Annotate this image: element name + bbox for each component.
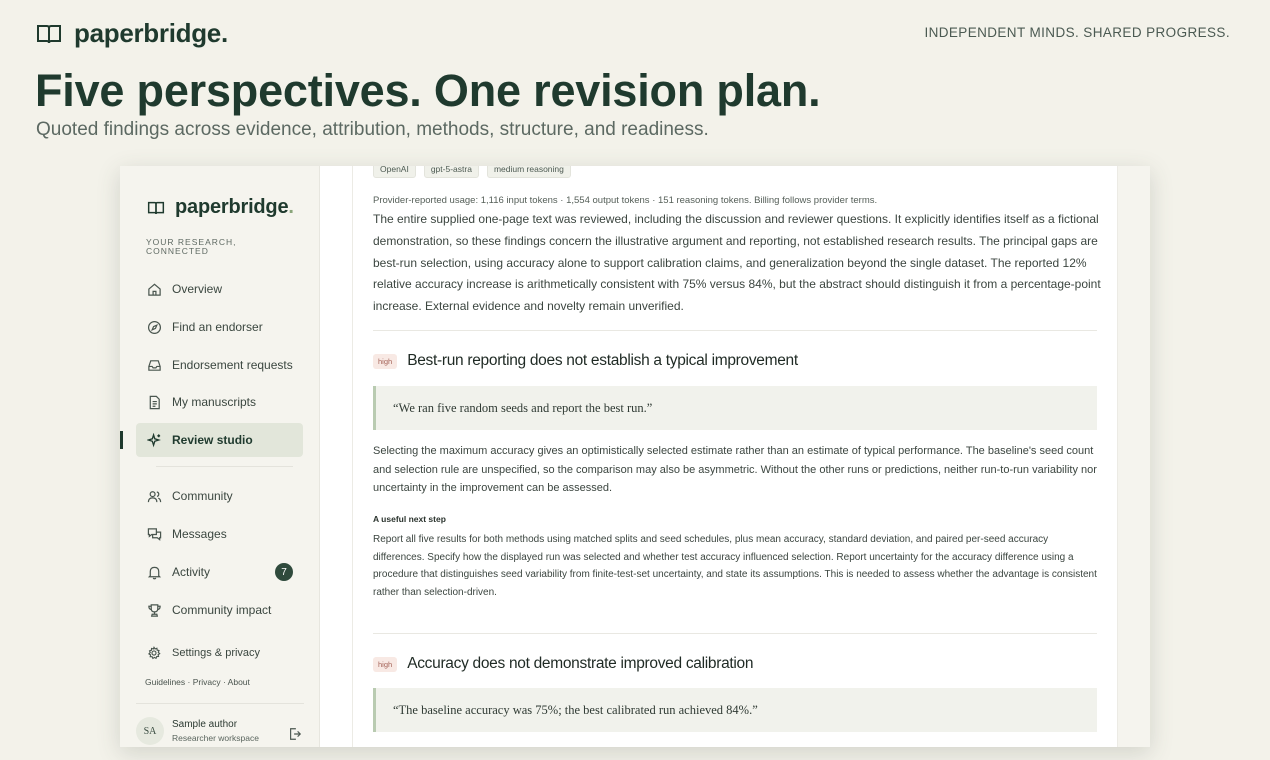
user-profile[interactable]: [136, 717, 259, 745]
sidebar-item-community-impact[interactable]: [136, 593, 303, 627]
top-brand[interactable]: [36, 18, 228, 49]
next-step-label: A useful next step: [373, 514, 446, 524]
finding-quote: “The baseline accuracy was 75%; the best calibrated run achieved 84%.”: [373, 688, 1097, 732]
sidebar-item-label: Settings & privacy: [172, 647, 261, 659]
brand-name: paperbridge.: [74, 18, 228, 48]
sidebar-item-messages[interactable]: [136, 517, 303, 551]
trophy-icon: [146, 602, 162, 618]
sidebar: [120, 166, 320, 747]
gear-icon: [146, 645, 162, 661]
finding-title: [373, 655, 753, 673]
sidebar-brand[interactable]: [147, 196, 294, 219]
right-gutter: [1118, 166, 1150, 747]
section-divider: [373, 330, 1097, 331]
tagline: INDEPENDENT MINDS. SHARED PROGRESS.: [924, 25, 1230, 40]
sidebar-brand-name: paperbridge: [175, 196, 289, 218]
footer-links[interactable]: Guidelines · Privacy · About: [145, 677, 250, 687]
finding-quote: “We ran five random seeds and report the best run.”: [373, 386, 1097, 430]
sidebar-tagline: YOUR RESEARCH, CONNECTED: [146, 237, 237, 256]
sidebar-item-activity[interactable]: [136, 555, 303, 589]
page-subheadline: Quoted findings across evidence, attribution, methods, structure, and readiness.: [36, 119, 709, 140]
sidebar-brand-dot: .: [288, 196, 294, 218]
sidebar-item-endorsement-requests[interactable]: [136, 348, 303, 382]
provider-chip: OpenAI: [373, 166, 416, 178]
finding-explanation: Selecting the maximum accuracy gives an optimistically selected estimate rather than an estimate of typical performance. The baseline's seed count and selection rule are unspecified, so the comparison may also be asymmetric. Without the other runs or predictions, neither run-to-run variability nor uncertainty in the improvement can be assessed.: [373, 445, 1097, 494]
chat-icon: [146, 526, 162, 542]
finding-heading: Accuracy does not demonstrate improved calibration: [407, 655, 754, 672]
page-headline: Five perspectives. One revision plan.: [35, 65, 821, 116]
sidebar-item-label: Community: [172, 489, 233, 503]
severity-badge: high: [373, 354, 397, 369]
bell-icon: [146, 564, 162, 580]
sidebar-item-settings[interactable]: [136, 636, 303, 670]
sidebar-item-review-studio[interactable]: [136, 423, 303, 457]
reasoning-chip: medium reasoning: [487, 166, 571, 178]
usage-note: Provider-reported usage: 1,116 input tokens · 1,554 output tokens · 151 reasoning tokens. Billing follows provider terms.: [373, 195, 878, 206]
document-icon: [146, 394, 162, 410]
activity-count-badge: 7: [275, 563, 293, 581]
sidebar-item-label: Messages: [172, 527, 227, 541]
sidebar-item-find-endorser[interactable]: [136, 310, 303, 344]
finding-title: [373, 352, 798, 370]
model-chips: [373, 166, 571, 178]
sidebar-item-my-manuscripts[interactable]: [136, 385, 303, 419]
logout-icon[interactable]: [287, 726, 303, 742]
sidebar-item-label: Find an endorser: [172, 320, 263, 334]
book-icon: [36, 22, 62, 46]
book-icon: [147, 200, 165, 216]
next-step-text: Report all five results for both methods using matched splits and seed schedules, plus mean accuracy, standard deviation, and paired per-seed accuracy differences. Specify how the displayed run was selected and whether test accuracy influenced selection. Report uncertainty for the accuracy difference using a procedure that distinguishes seed variability from finite-test-set uncertainty, and state its assumptions. This is needed to assess whether the advantage is consistent rather than selection-driven.: [373, 534, 1097, 598]
avatar: SA: [136, 717, 164, 745]
sidebar-item-label: Review studio: [172, 433, 253, 447]
finding-heading: Best-run reporting does not establish a typical improvement: [407, 352, 798, 369]
severity-badge: high: [373, 657, 397, 672]
sidebar-item-overview[interactable]: [136, 272, 303, 306]
app-screenshot-frame: [120, 166, 1150, 747]
users-icon: [146, 488, 162, 504]
review-summary: The entire supplied one-page text was reviewed, including the discussion and reviewer questions. It explicitly identifies itself as a fictional demonstration, so these findings concern the illustrative argument and reporting, not established research results. The principal gaps are best-run selection, using accuracy alone to support calibration claims, and generalization beyond the single dataset. The reported 12% relative accuracy increase is arithmetically consistent with 75% versus 84%, but the abstract should distinguish it from a percentage-point increase. External evidence and novelty remain unverified.: [373, 212, 1101, 314]
user-name: Sample author: [172, 719, 238, 730]
sidebar-item-label: Activity: [172, 565, 211, 579]
review-content: [352, 166, 1118, 747]
user-workspace: Researcher workspace: [172, 733, 259, 743]
sidebar-divider: [156, 466, 293, 467]
sidebar-item-label: My manuscripts: [172, 395, 257, 409]
section-divider: [373, 633, 1097, 634]
inbox-icon: [146, 357, 162, 373]
sidebar-divider: [136, 703, 304, 704]
sidebar-item-label: Overview: [172, 282, 223, 296]
compass-icon: [146, 319, 162, 335]
sidebar-item-label: Endorsement requests: [172, 358, 293, 372]
sparkle-icon: [146, 432, 162, 448]
home-icon: [146, 281, 162, 297]
model-chip: gpt-5-astra: [424, 166, 479, 178]
sidebar-item-community[interactable]: [136, 479, 303, 513]
active-indicator: [120, 431, 123, 449]
sidebar-item-label: Community impact: [172, 603, 272, 617]
